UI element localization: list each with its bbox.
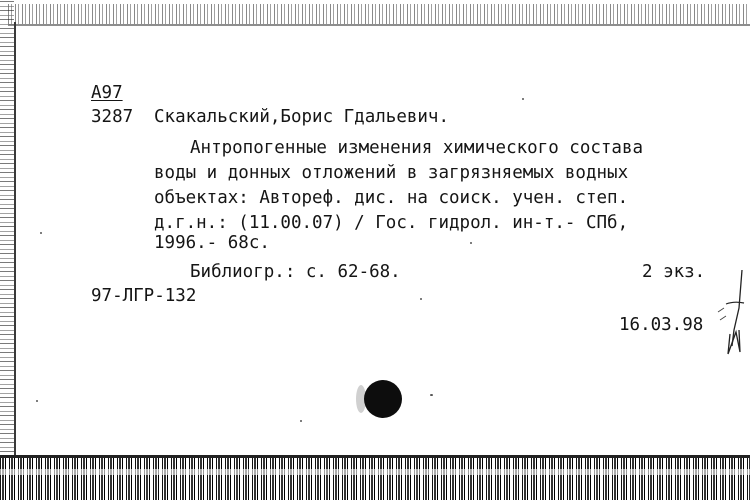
handwritten-signature bbox=[712, 268, 750, 356]
speck bbox=[430, 394, 433, 396]
scan-edge-left bbox=[0, 0, 14, 470]
title-line-1: Антропогенные изменения химического состава bbox=[190, 138, 644, 158]
title-line-5: 1996.- 68с. bbox=[154, 233, 270, 253]
speck bbox=[300, 420, 302, 422]
punch-hole bbox=[364, 380, 402, 418]
author-name: Скакальский,Борис Гдальевич. bbox=[154, 107, 450, 127]
bibliography-note: Библиогр.: с. 62-68. bbox=[190, 262, 401, 282]
speck bbox=[40, 232, 42, 234]
speck bbox=[420, 298, 422, 300]
title-line-2: воды и донных отложений в загрязняемых водных bbox=[154, 163, 629, 183]
card-left-border bbox=[14, 22, 16, 462]
catalog-code: 97-ЛГР-132 bbox=[91, 286, 197, 306]
copies-count: 2 экз. bbox=[642, 262, 706, 282]
record-number: 3287 bbox=[91, 107, 134, 127]
scan-edge-bottom bbox=[0, 455, 750, 500]
speck bbox=[36, 400, 38, 402]
title-line-3: объектах: Автореф. дис. на соиск. учен. степ. bbox=[154, 188, 629, 208]
shelf-mark: А97 bbox=[91, 83, 123, 103]
speck bbox=[470, 242, 472, 244]
entry-date: 16.03.98 bbox=[619, 315, 704, 335]
speck bbox=[522, 98, 524, 100]
title-line-4: д.г.н.: (11.00.07) / Гос. гидрол. ин-т.- СПб, bbox=[154, 213, 629, 233]
scan-edge-top bbox=[8, 4, 750, 24]
